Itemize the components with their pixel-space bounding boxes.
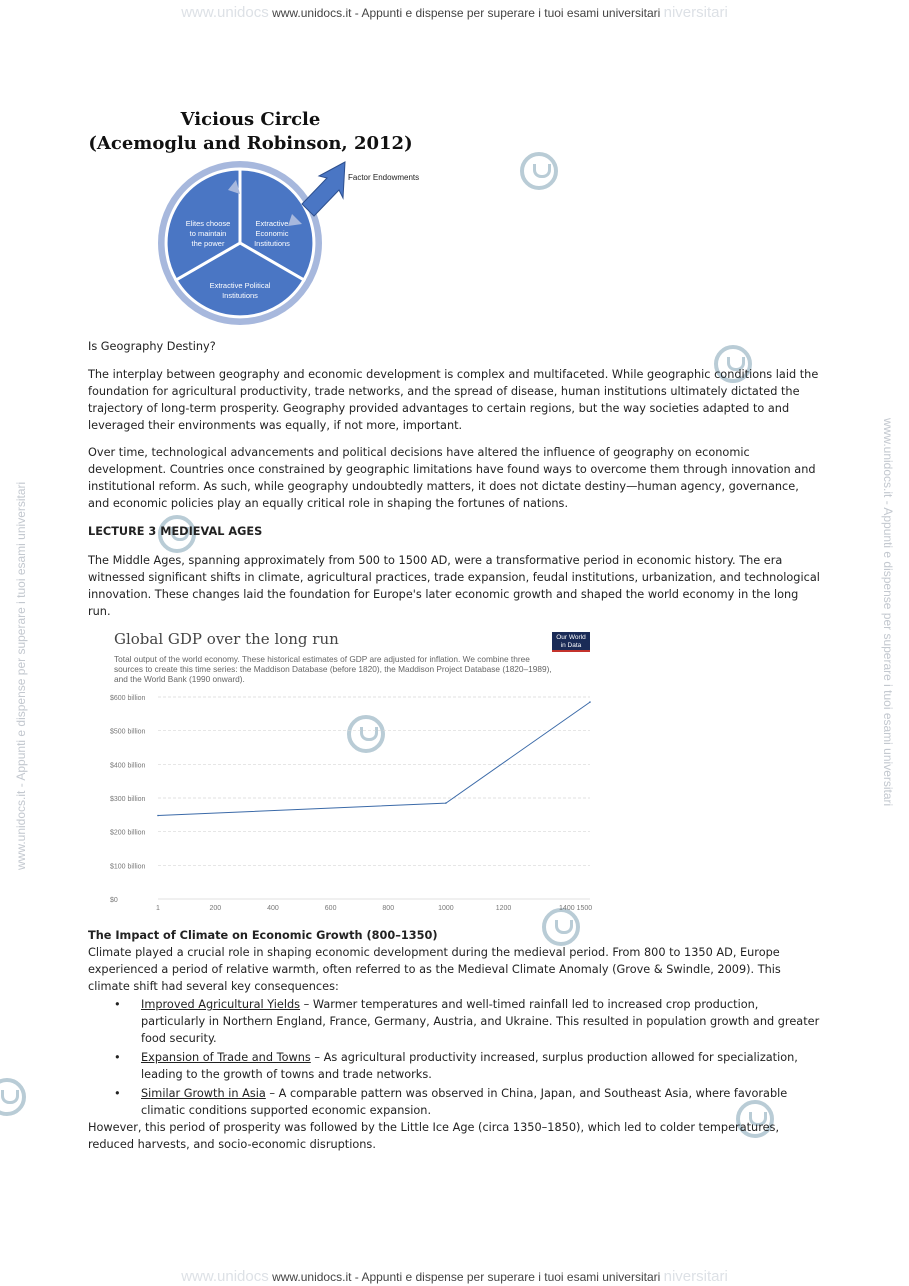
watermark-banner-text: www.unidocs.it - Appunti e dispense per superare i tuoi esami universitari <box>272 1270 661 1284</box>
segment-left-label-3: the power <box>191 239 225 248</box>
climate-consequences-list <box>108 996 823 1121</box>
watermark-ghost-right: niversitari <box>663 1268 728 1285</box>
list-item <box>108 1085 823 1119</box>
list-item-term: Expansion of Trade and Towns <box>141 1051 311 1064</box>
segment-right-label-3: Institutions <box>254 239 290 248</box>
bullet-icon: • <box>114 1051 121 1064</box>
segment-right-label-1: Extractive <box>255 219 289 228</box>
paragraph-geography-1: The interplay between geography and economic development is complex and multifaceted. While geographic conditions laid the foundation for agricultural productivity, trade networks, and the spread of disease, human institutions ultimately dictated the trajectory of long-term prosperity. Geography provided advantages to certain regions, but the way societies adapted to and leveraged their environments was equally, if not more, important. <box>88 368 819 432</box>
series-line <box>158 702 590 815</box>
watermark-banner-text: www.unidocs.it - Appunti e dispense per superare i tuoi esami universitari <box>272 6 661 20</box>
y-tick-label: $500 billion <box>110 728 146 736</box>
closing-paragraph: However, this period of prosperity was followed by the Little Ice Age (circa 1350–1850), which led to colder temperatures, reduced harvests, and socio-economic disruptions. <box>88 1121 780 1151</box>
data-point <box>589 701 591 703</box>
vicious-circle-title-line1: Vicious Circle <box>180 109 321 130</box>
watermark-side-right: www.unidocs.it - Appunti e dispense per superare i tuoi esami universitari <box>881 418 895 807</box>
y-tick-label: $600 billion <box>110 695 146 702</box>
x-tick-label: 200 <box>209 905 222 912</box>
watermark-banner-top <box>0 4 909 21</box>
segment-bottom-label-1: Extractive Political <box>209 281 271 290</box>
owid-logo-line1: Our World <box>556 634 586 641</box>
list-item-text: – As agricultural productivity increased, surplus production allowed for specialization, leading to the growth of towns and trade networks. <box>141 1051 798 1081</box>
data-point <box>157 815 159 817</box>
list-item-text: – Warmer temperatures and well-timed rainfall led to increased crop production, particularly in Northern England, France, Germany, Austria, and Ukraine. This resulted in population growth and greater food security. <box>141 998 820 1045</box>
list-item-text: – A comparable pattern was observed in China, Japan, and Southeast Asia, where favorable climatic conditions supported economic expansion. <box>141 1087 788 1117</box>
segment-left-label-1: Elites choose <box>185 219 231 228</box>
watermark-ghost-right: niversitari <box>663 4 728 21</box>
owid-logo <box>552 632 590 652</box>
paragraph-middle-ages: The Middle Ages, spanning approximately from 500 to 1500 AD, were a transformative period in economic history. The era witnessed significant shifts in climate, agricultural practices, trade expansion, feudal institutions, urbanization, and technological innovation. These changes laid the foundation for Europe's later economic growth and shaped the world economy in the long run. <box>88 554 820 618</box>
section-heading-geography: Is Geography Destiny? <box>88 340 216 353</box>
x-tick-label: 600 <box>324 905 337 912</box>
x-tick-label: 1400 1500 <box>559 905 593 912</box>
segment-left-label-2: to maintain <box>189 229 227 238</box>
watermark-ghost-left: www.unidocs <box>181 4 269 21</box>
x-tick-label: 400 <box>267 905 279 912</box>
lecture-heading: LECTURE 3 MEDIEVAL AGES <box>88 525 263 538</box>
paragraph-geography-2: Over time, technological advancements and political decisions have altered the influence of geography on economic development. Countries once constrained by geographic limitations have found ways to overcome them through innovation and institutional reform. As such, while geography undoubtedly matters, it does not dictate destiny—human agency, governance, and economic policies play an equally critical role in shaping the fortunes of nations. <box>88 446 816 510</box>
x-tick-label: 1 <box>156 905 160 912</box>
vicious-circle-figure <box>88 100 428 325</box>
watermark-logo-icon <box>520 152 558 190</box>
arrow-label: Factor Endowments <box>348 173 420 182</box>
list-item <box>108 1049 823 1083</box>
climate-heading: The Impact of Climate on Economic Growth (800–1350) <box>88 929 438 942</box>
list-item-term: Improved Agricultural Yields <box>141 998 301 1011</box>
owid-logo-line2: in Data <box>560 641 582 649</box>
watermark-ghost-left: www.unidocs <box>181 1268 269 1285</box>
y-tick-label: $200 billion <box>110 829 146 837</box>
watermark-logo-icon <box>0 1078 26 1116</box>
x-tick-label: 1200 <box>495 905 512 912</box>
list-item <box>108 996 823 1047</box>
segment-right-label-2: Economic <box>255 229 289 238</box>
y-tick-label: $100 billion <box>110 863 146 871</box>
data-point <box>445 802 447 804</box>
chart-title: Global GDP over the long run <box>114 630 339 648</box>
list-item-term: Similar Growth in Asia <box>141 1087 266 1100</box>
segment-bottom-label-2: Institutions <box>222 291 258 300</box>
gdp-chart <box>108 626 598 916</box>
watermark-banner-bottom <box>0 1268 909 1285</box>
factor-endowments-arrow-icon <box>302 162 345 216</box>
watermark-side-left: www.unidocs.it - Appunti e dispense per superare i tuoi esami universitari <box>14 481 28 870</box>
x-tick-label: 1000 <box>438 905 454 912</box>
bullet-icon: • <box>114 1087 121 1100</box>
vicious-circle-title-line2: (Acemoglu and Robinson, 2012) <box>88 133 413 154</box>
bullet-icon: • <box>114 998 121 1011</box>
chart-subtitle: Total output of the world economy. These historical estimates of GDP are adjusted for inflation. We combine three sources to create this time series: the Maddison Database (before 1820), the Maddison Project Database (1820–1989), and the World Bank (1990 onward). <box>114 654 552 684</box>
climate-paragraph: Climate played a crucial role in shaping economic development during the medieval period. From 800 to 1350 AD, Europe experienced a period of relative warmth, often referred to as the Medieval Climate Anomaly (Grove & Swindle, 2009). This climate shift had several key consequences: <box>88 946 781 993</box>
y-tick-label: $0 <box>110 897 118 904</box>
x-tick-label: 800 <box>382 905 395 912</box>
y-tick-label: $400 billion <box>110 762 146 770</box>
y-tick-label: $300 billion <box>110 796 146 803</box>
vicious-circle-diagram <box>88 100 428 325</box>
